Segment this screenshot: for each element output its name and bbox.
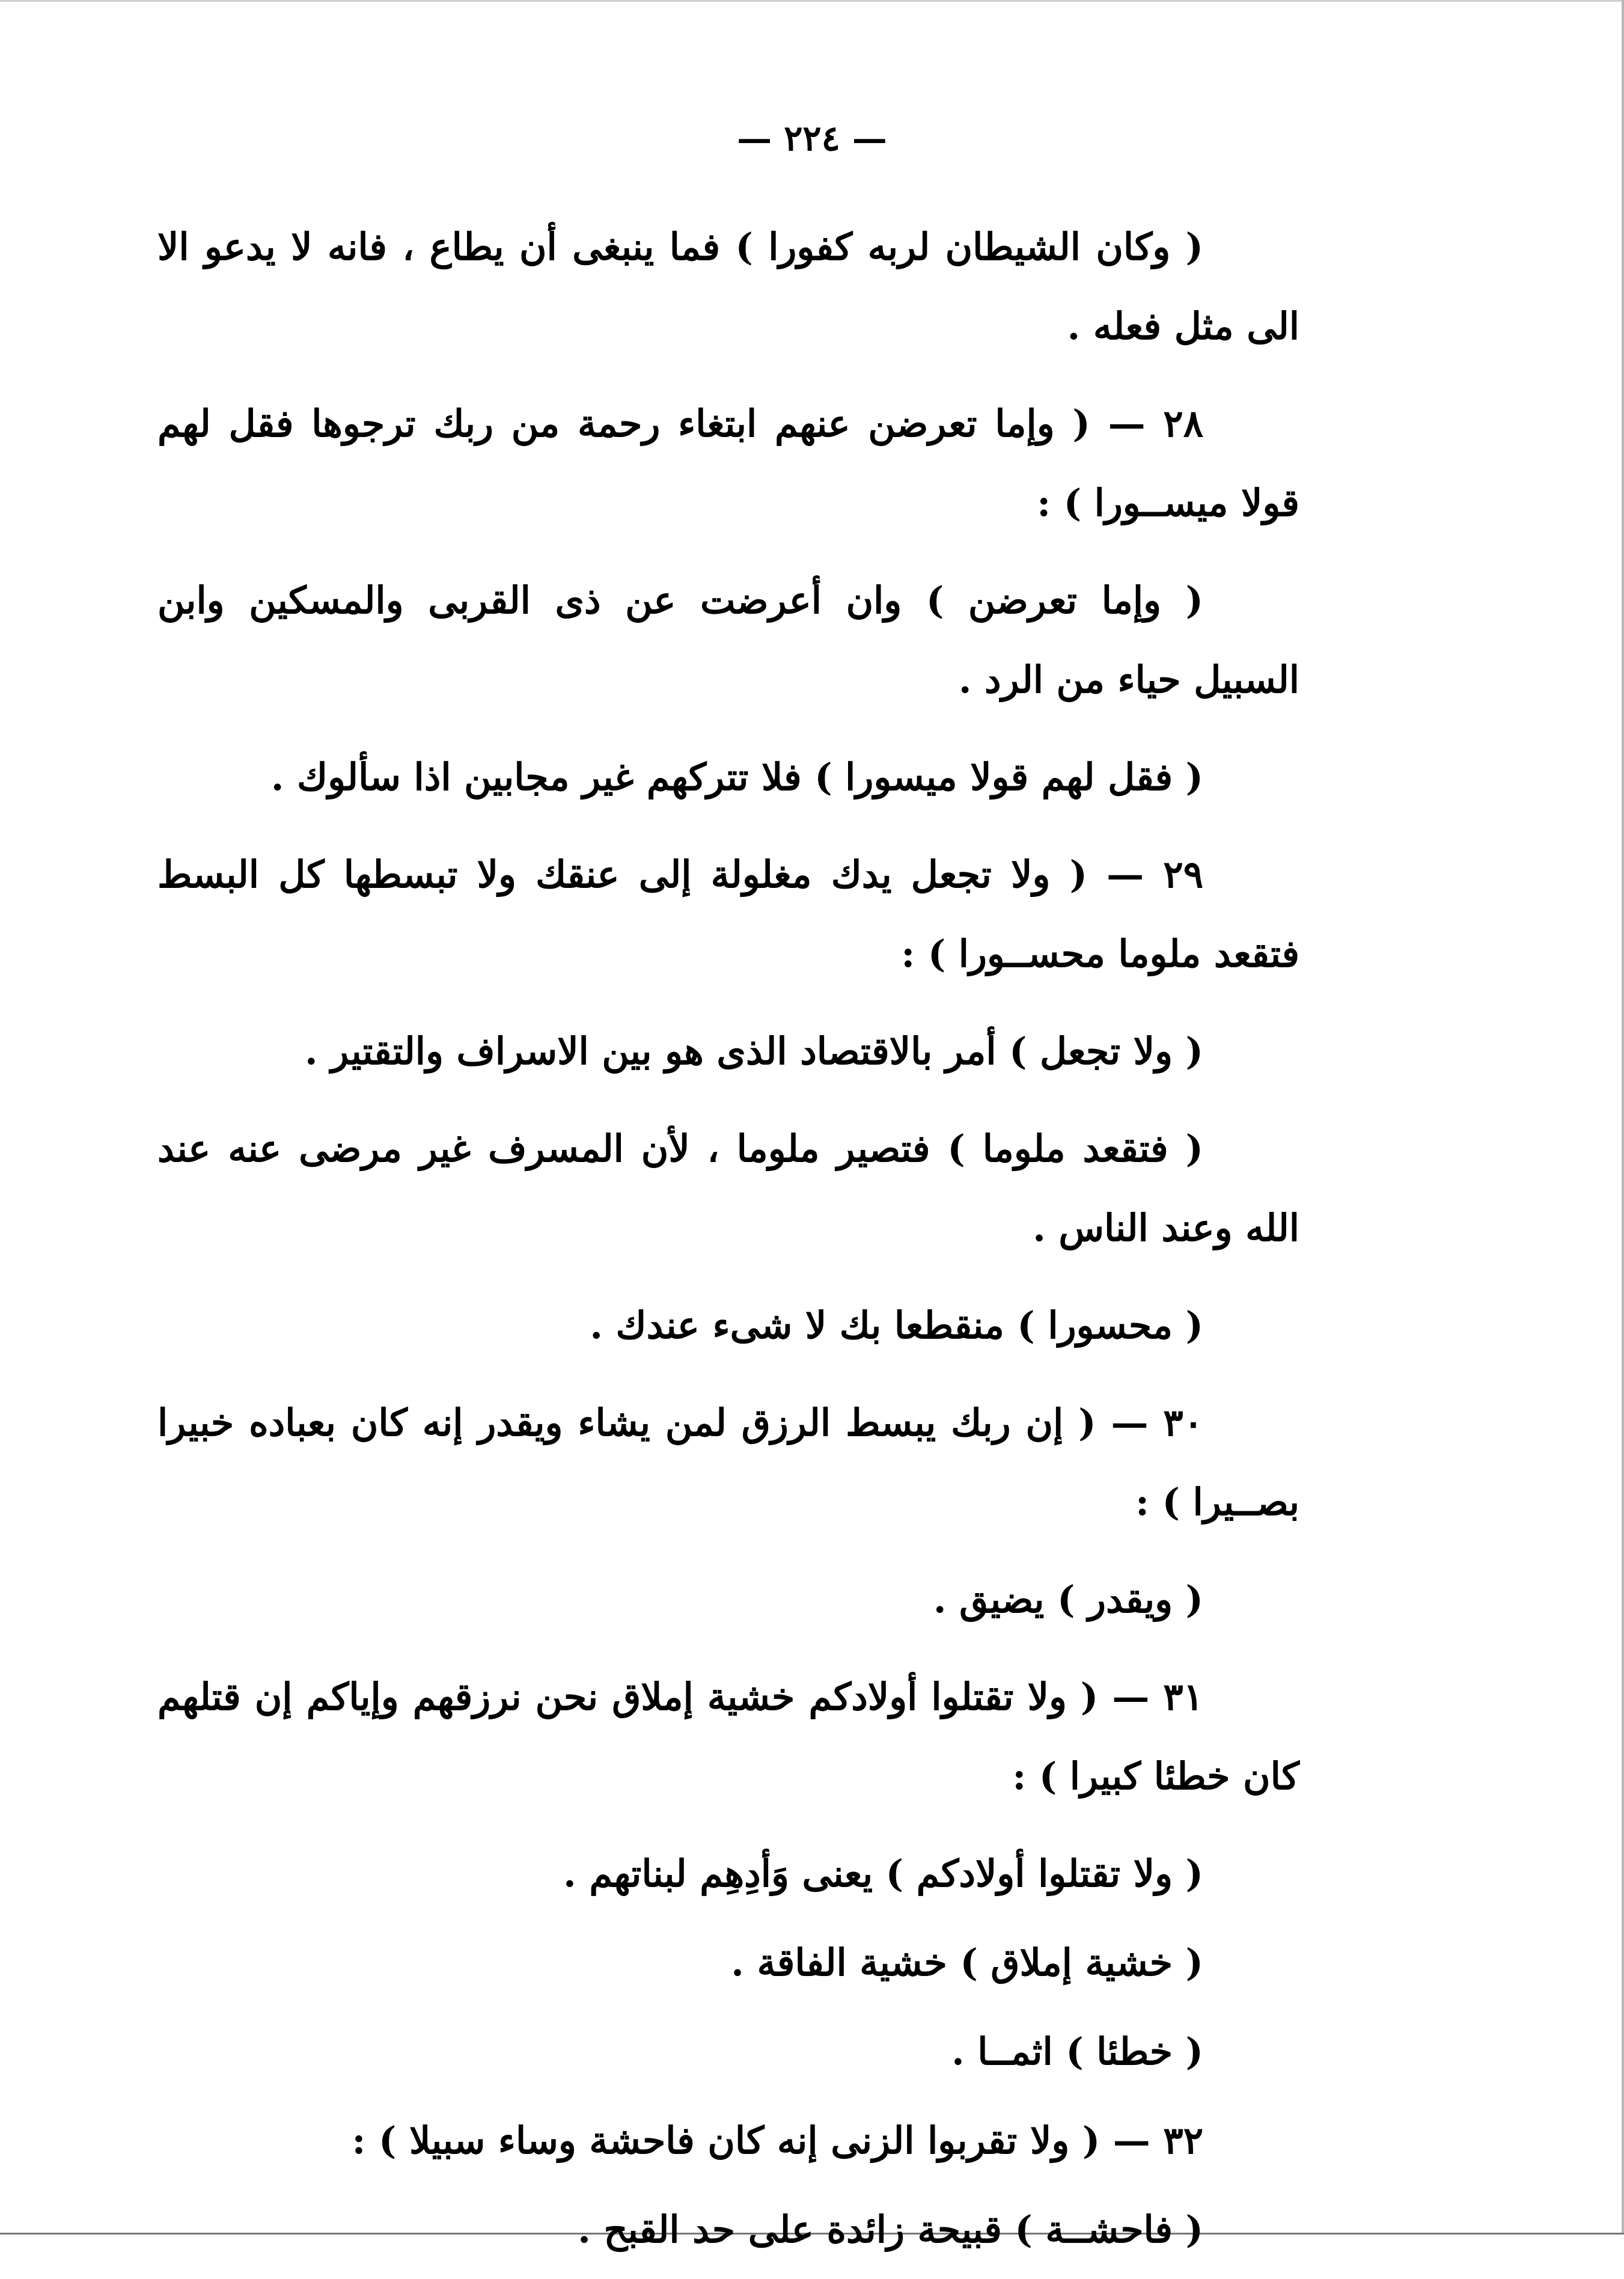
paragraph-verse-28: ٢٨ — ( وإما تعرضن عنهم ابتغاء رحمة من ربك ترجوها فقل لهم قولا ميســورا ) : xyxy=(157,402,1299,525)
paragraph-verse-32: ٣٢ — ( ولا تقربوا الزنى إنه كان فاحشة وساء سبيلا ) : xyxy=(352,2118,1203,2162)
paragraph-verse-31: ٣١ — ( ولا تقتلوا أولادكم خشية إملاق نحن نرزقهم وإياكم إن قتلهم كان خطئا كبيرا ) : xyxy=(157,1675,1299,1798)
page-top-edge xyxy=(0,0,1624,2)
paragraph-commentary: ( وإما تعرضن ) وان أعرضت عن ذى القربى والمسكين وابن السبيل حياء من الرد . xyxy=(157,578,1299,702)
page-number: — ٢٢٤ — xyxy=(737,118,887,159)
paragraph-commentary: ( فقل لهم قولا ميسورا ) فلا تتركهم غير مجابين اذا سألوك . xyxy=(270,755,1203,799)
page-body xyxy=(157,207,1299,2279)
paragraph-commentary: ( فتقعد ملوما ) فتصير ملوما ، لأن المسرف غير مرضى عنه عند الله وعند الناس . xyxy=(157,1127,1299,1250)
paragraph-commentary: ( ولا تجعل ) أمر بالاقتصاد الذى هو بين الاسراف والتقتير . xyxy=(305,1029,1203,1073)
paragraph-commentary: ( فاحشــة ) قبيحة زائدة على حد القبح . xyxy=(578,2207,1203,2251)
paragraph-verse-29: ٢٩ — ( ولا تجعل يدك مغلولة إلى عنقك ولا تبسطها كل البسط فتقعد ملوما محســورا ) : xyxy=(157,852,1299,976)
paragraph-commentary: ( وكان الشيطان لربه كفورا ) فما ينبغى أن يطاع ، فانه لا يدعو الا الى مثل فعله . xyxy=(157,225,1299,348)
paragraph-commentary: ( ويقدر ) يضيق . xyxy=(933,1577,1203,1621)
paragraph-commentary: ( خطئا ) اثمــا . xyxy=(951,2030,1203,2073)
paragraph-verse-30: ٣٠ — ( إن ربك يبسط الرزق لمن يشاء ويقدر إنه كان بعباده خبيرا بصــيرا ) : xyxy=(157,1401,1299,1524)
page-right-edge xyxy=(1622,0,1624,2235)
paragraph-commentary: ( خشية إملاق ) خشية الفاقة . xyxy=(731,1941,1203,1984)
paragraph-commentary: ( ولا تقتلوا أولادكم ) يعنى وَأدِهِم لبناتهم . xyxy=(563,1852,1203,1895)
paragraph-commentary: ( محسورا ) منقطعا بك لا شىء عندك . xyxy=(590,1303,1203,1347)
